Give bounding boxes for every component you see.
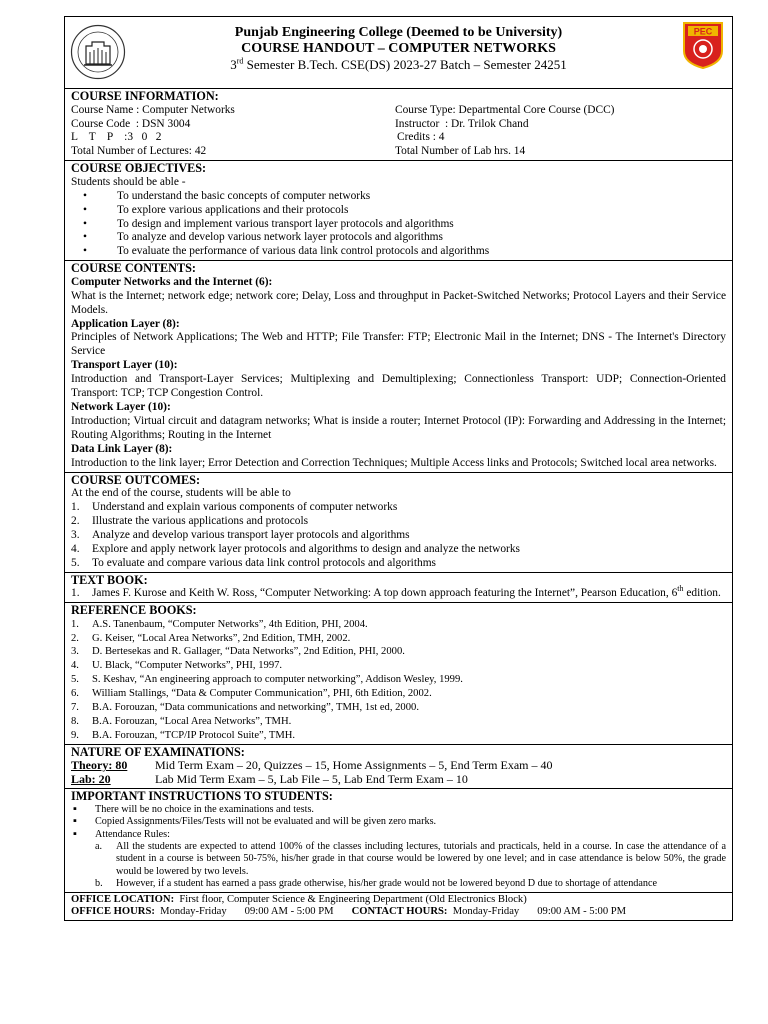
text-book-heading: TEXT BOOK: [71, 572, 148, 587]
objective-item: • To understand the basic concepts of computer networks [71, 190, 726, 204]
college-name: Punjab Engineering College (Deemed to be University) [234, 25, 563, 40]
text-book-edition: edition. [683, 587, 721, 600]
item-number: 5. [71, 674, 79, 686]
course-objectives-section [65, 160, 732, 260]
pec-badge-text: PEC [693, 26, 713, 37]
item-text: All the students are expected to attend 100% of the classes including lectures, tutorials and practicals, held in a course. In case the attendance of a student in a course is between 50-75%, his/her grade in that course would be lowered by one level; and in case attendance is below 50%, the grade would be lowered by two levels. [116, 841, 726, 877]
item-text: William Stallings, “Data & Computer Communication”, PHI, 6th Edition, 2002. [92, 688, 432, 700]
item-number: 8. [71, 716, 79, 727]
item-number: 7. [71, 702, 79, 714]
item-number: 4. [71, 660, 79, 672]
office-hours-label: OFFICE HOURS: [71, 906, 155, 918]
reference-books-section [65, 602, 732, 744]
outcome-item [71, 515, 726, 529]
reference-item [71, 701, 726, 715]
lab-breakdown: Lab Mid Term Exam – 5, Lab File – 5, Lab End Term Exam – 10 [155, 772, 468, 787]
semester-number: 3 [230, 57, 237, 72]
item-number: 3. [71, 528, 80, 541]
reference-item [71, 618, 726, 632]
reference-item [71, 729, 726, 743]
outcome-item [71, 529, 726, 543]
objective-item: • To explore various applications and their protocols [71, 204, 726, 218]
item-number: 1. [71, 618, 79, 630]
item-text: U. Black, “Computer Networks”, PHI, 1997. [92, 660, 283, 672]
item-number: 9. [71, 729, 79, 741]
office-hours-row [71, 906, 726, 919]
text-book-section [65, 572, 732, 603]
item-number: 2. [71, 514, 80, 527]
edition-suffix: th [677, 584, 684, 594]
examinations-section [65, 744, 732, 788]
unit-title: Data Link Layer (8): [71, 442, 173, 455]
office-section [65, 892, 732, 921]
course-objectives-heading: COURSE OBJECTIVES: [71, 161, 207, 176]
unit-text: Introduction; Virtual circuit and datagram networks; What is inside a router; Internet Protocol (IP): Forwarding and Addressing in the Internet; Routing Algorithms; Routing in the Internet [71, 414, 726, 441]
item-letter: a. [95, 841, 103, 853]
instructor: Instructor : Dr. Trilok Chand [395, 117, 529, 130]
item-text: Analyze and develop various transport layer protocols and algorithms [92, 528, 410, 541]
objective-item: • To analyze and develop various network layer protocols and algorithms [71, 231, 726, 245]
item-text: Illustrate the various applications and protocols [92, 514, 309, 527]
instruction-item: ▪ Attendance Rules: [71, 829, 726, 841]
handout-header [65, 17, 732, 88]
reference-item [71, 632, 726, 646]
instruction-item: ▪ There will be no choice in the examinations and tests. [71, 804, 726, 816]
semester-line [65, 57, 732, 73]
instructions-heading: IMPORTANT INSTRUCTIONS TO STUDENTS: [71, 789, 333, 804]
contact-hours-label: CONTACT HOURS: [351, 906, 448, 918]
pec-badge-logo [682, 21, 724, 69]
outcome-item [71, 557, 726, 571]
course-code: Course Code : DSN 3004 [71, 117, 191, 130]
item-number: 5. [71, 556, 80, 569]
course-handout-page [64, 16, 733, 921]
attendance-rule [95, 878, 726, 890]
reference-books-heading: REFERENCE BOOKS: [71, 603, 197, 618]
unit-text: What is the Internet; network edge; network core; Delay, Loss and throughput in Packet-Switched Networks; Protocol Layers and their Service Models. [71, 289, 726, 316]
office-hours-days: Monday-Friday [160, 906, 227, 918]
reference-item [71, 687, 726, 701]
reference-item [71, 673, 726, 687]
attendance-rule [95, 841, 726, 878]
course-contents-heading: COURSE CONTENTS: [71, 261, 196, 276]
unit-text: Principles of Network Applications; The Web and HTTP; File Transfer: FTP; Electronic Mail in the Internet; DNS - The Internet's Directory Service [71, 331, 726, 358]
unit-title: Application Layer (8): [71, 317, 180, 330]
item-text: However, if a student has earned a pass grade otherwise, his/her grade would not be lowered beyond D due to shortage of attendance [116, 878, 658, 890]
course-contents-section [65, 260, 732, 471]
contact-hours-time: 09:00 AM - 5:00 PM [537, 906, 627, 918]
item-number: 1. [71, 587, 80, 600]
item-letter: b. [95, 878, 103, 890]
item-text: A.S. Tanenbaum, “Computer Networks”, 4th Edition, PHI, 2004. [92, 618, 368, 630]
reference-item [71, 715, 726, 729]
objective-item: • To evaluate the performance of various data link control protocols and algorithms [71, 245, 726, 259]
item-text: Explore and apply network layer protocols and algorithms to design and analyze the networks [92, 542, 520, 555]
item-text: B.A. Forouzan, “TCP/IP Protocol Suite”, TMH. [92, 729, 296, 741]
lab-row [71, 773, 726, 787]
credits: Credits : 4 [397, 131, 445, 144]
item-text: Understand and explain various components of computer networks [92, 501, 398, 514]
unit-text: Introduction and Transport-Layer Services; Multiplexing and Demultiplexing; Connectionless Transport: UDP; Connection-Oriented Transport: TCP; TCP Congestion Control. [71, 373, 726, 400]
item-text: G. Keiser, “Local Area Networks”, 2nd Edition, TMH, 2002. [92, 632, 351, 644]
course-type: Course Type: Departmental Core Course (DCC) [395, 103, 615, 116]
item-number: 4. [71, 542, 80, 555]
office-location-label: OFFICE LOCATION: [71, 893, 175, 905]
item-text: To evaluate and compare various data link control protocols and algorithms [92, 556, 436, 569]
instructions-section [65, 788, 732, 891]
course-name: Course Name : Computer Networks [71, 103, 235, 116]
office-location-row [71, 894, 726, 907]
objective-item: • To design and implement various transport layer protocols and algorithms [71, 218, 726, 232]
course-outcomes-heading: COURSE OUTCOMES: [71, 472, 200, 487]
outcome-item [71, 543, 726, 557]
item-number: 6. [71, 688, 79, 700]
office-hours-time: 09:00 AM - 5:00 PM [244, 906, 334, 918]
course-outcomes-section [65, 472, 732, 572]
text-book-citation: James F. Kurose and Keith W. Ross, “Computer Networking: A top down approach featuring the Internet”, Pearson Education, 6 [92, 587, 678, 600]
total-lab-hours: Total Number of Lab hrs. 14 [395, 145, 526, 158]
semester-suffix: rd [236, 56, 244, 66]
office-location: First floor, Computer Science & Engineering Department (Old Electronics Block) [179, 893, 527, 905]
objectives-intro: Students should be able - [71, 175, 186, 188]
item-text: S. Keshav, “An engineering approach to computer networking”, Addison Wesley, 1999. [92, 674, 463, 686]
examinations-heading: NATURE OF EXAMINATIONS: [71, 744, 245, 759]
theory-breakdown: Mid Term Exam – 20, Quizzes – 15, Home Assignments – 5, End Term Exam – 40 [155, 758, 553, 773]
unit-title: Transport Layer (10): [71, 359, 178, 372]
instruction-item: ▪ Copied Assignments/Files/Tests will not be evaluated and will be given zero marks. [71, 816, 726, 828]
semester-text: Semester B.Tech. CSE(DS) 2023-27 Batch – Semester 24251 [243, 57, 567, 72]
unit-title: Computer Networks and the Internet (6): [71, 275, 273, 288]
total-lectures: Total Number of Lectures: 42 [71, 145, 207, 158]
unit-title: Network Layer (10): [71, 401, 171, 413]
lab-label: Lab: 20 [71, 772, 111, 787]
outcomes-intro: At the end of the course, students will be able to [71, 487, 291, 500]
item-text: B.A. Forouzan, “Local Area Networks”, TMH. [92, 716, 292, 727]
item-number: 3. [71, 646, 79, 658]
item-text: D. Bertesekas and R. Gallager, “Data Networks”, 2nd Edition, PHI, 2000. [92, 646, 405, 658]
reference-item [71, 645, 726, 659]
outcome-item [71, 501, 726, 515]
item-number: 1. [71, 501, 80, 514]
contact-hours-days: Monday-Friday [452, 906, 520, 918]
text-book-item [71, 584, 726, 601]
item-number: 2. [71, 632, 79, 644]
theory-row [71, 759, 726, 773]
unit-text: Introduction to the link layer; Error Detection and Correction Techniques; Multiple Access links and Protocols; Switched local area networks. [71, 456, 717, 469]
course-information-section [65, 88, 732, 160]
handout-title: COURSE HANDOUT – COMPUTER NETWORKS [241, 41, 556, 56]
item-text: B.A. Forouzan, “Data communications and networking”, TMH, 1st ed, 2000. [92, 702, 419, 714]
ltp: L T P :3 0 2 [71, 131, 162, 144]
reference-item [71, 659, 726, 673]
theory-label: Theory: 80 [71, 758, 128, 773]
course-information-heading: COURSE INFORMATION: [71, 89, 219, 103]
